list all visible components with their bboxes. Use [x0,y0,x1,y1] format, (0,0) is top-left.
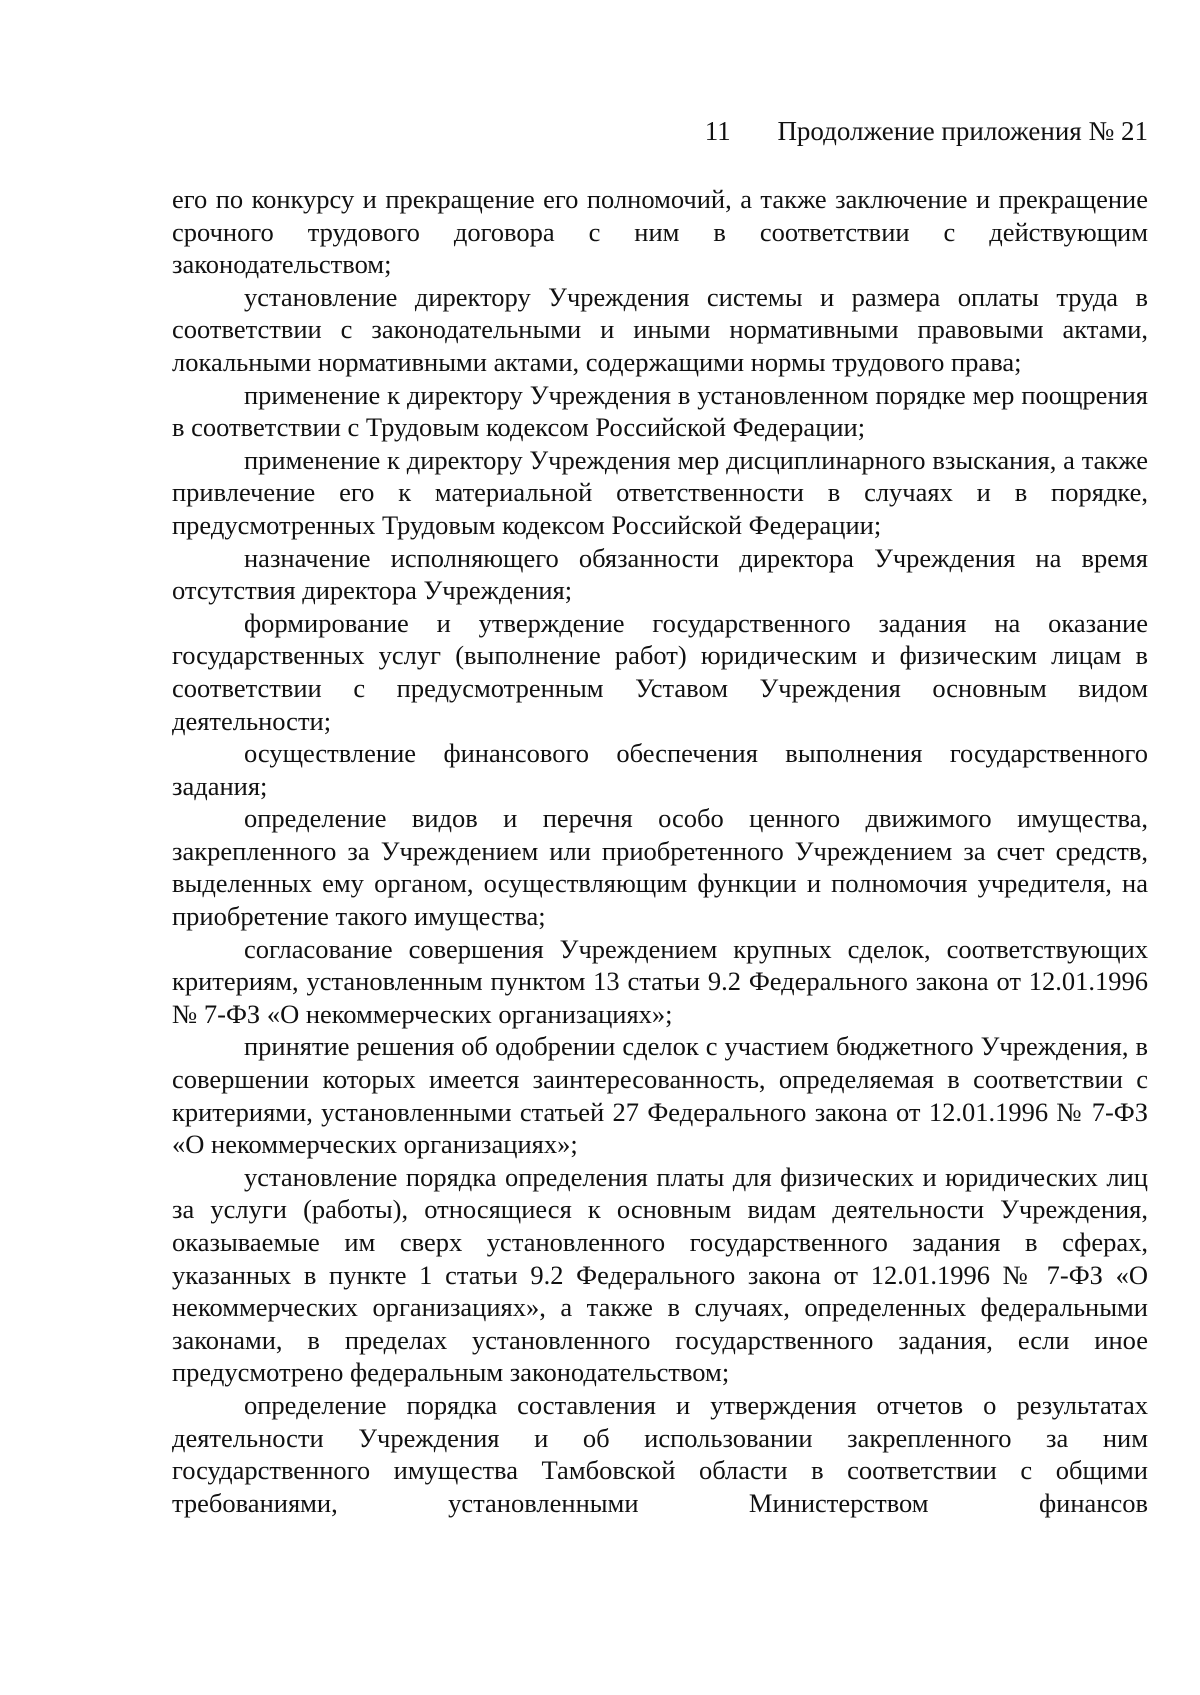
page-number: 11 [704,116,731,146]
paragraph: его по конкурсу и прекращение его полномочий, а также заключение и прекращение срочного трудового договора с ним в соответствии с действующим законодательством; [172,184,1148,280]
paragraph: применение к директору Учреждения мер дисциплинарного взыскания, а также привлечение его к материальной ответственности в случаях и в порядке, предусмотренных Трудовым кодексом Российской Федерации; [172,444,1148,540]
appendix-title: Продолжение приложения № 21 [777,116,1148,146]
page-header [705,112,1148,150]
paragraph: назначение исполняющего обязанности директора Учреждения на время отсутствия директора Учреждения; [172,542,1148,606]
paragraph: осуществление финансового обеспечения выполнения государственного задания; [172,738,1148,801]
paragraph: согласование совершения Учреждением крупных сделок, соответствующих критериям, установленным пунктом 13 статьи 9.2 Федерального закона от 12.01.1996 № 7-ФЗ «О некоммерческих организациях»; [172,933,1148,1029]
paragraph: формирование и утверждение государственного задания на оказание государственных услуг (выполнение работ) юридическим и физическим лицам в соответствии с предусмотренным Уставом Учреждения основным видом деятельности; [172,607,1148,736]
paragraph: установление порядка определения платы для физических и юридических лиц за услуги (работы), относящиеся к основным видам деятельности Учреждения, оказываемые им сверх установленного государственного задания в сферах, указанных в пункте 1 статьи 9.2 Федерального закона от 12.01.1996 № 7-ФЗ «О некоммерческих организациях», а также в случаях, определенных федеральными законами, в пределах установленного государственного задания, если иное предусмотрено федеральным законодательством; [172,1161,1148,1388]
paragraph: принятие решения об одобрении сделок с участием бюджетного Учреждения, в совершении которых имеется заинтересованность, определяемая в соответствии с критериями, установленными статьей 27 Федерального закона от 12.01.1996 № 7-ФЗ «О некоммерческих организациях»; [172,1031,1148,1160]
paragraph: установление директору Учреждения системы и размера оплаты труда в соответствии с законодательными и иными нормативными правовыми актами, локальными нормативными актами, содержащими нормы трудового права; [172,281,1148,377]
paragraph: применение к директору Учреждения в установленном порядке мер поощрения в соответствии с Трудовым кодексом Российской Федерации; [172,379,1148,443]
document-body [172,183,1148,1519]
paragraph: определение видов и перечня особо ценного движимого имущества, закрепленного за Учреждением или приобретенного Учреждением за счет средств, выделенных ему органом, осуществляющим функции и полномочия учредителя, на приобретение такого имущества; [172,803,1148,932]
paragraph: определение порядка составления и утверждения отчетов о результатах деятельности Учреждения и об использовании закрепленного за ним государственного имущества Тамбовской области в соответствии с общими требованиями, установленными Министерством финансов [172,1389,1148,1518]
